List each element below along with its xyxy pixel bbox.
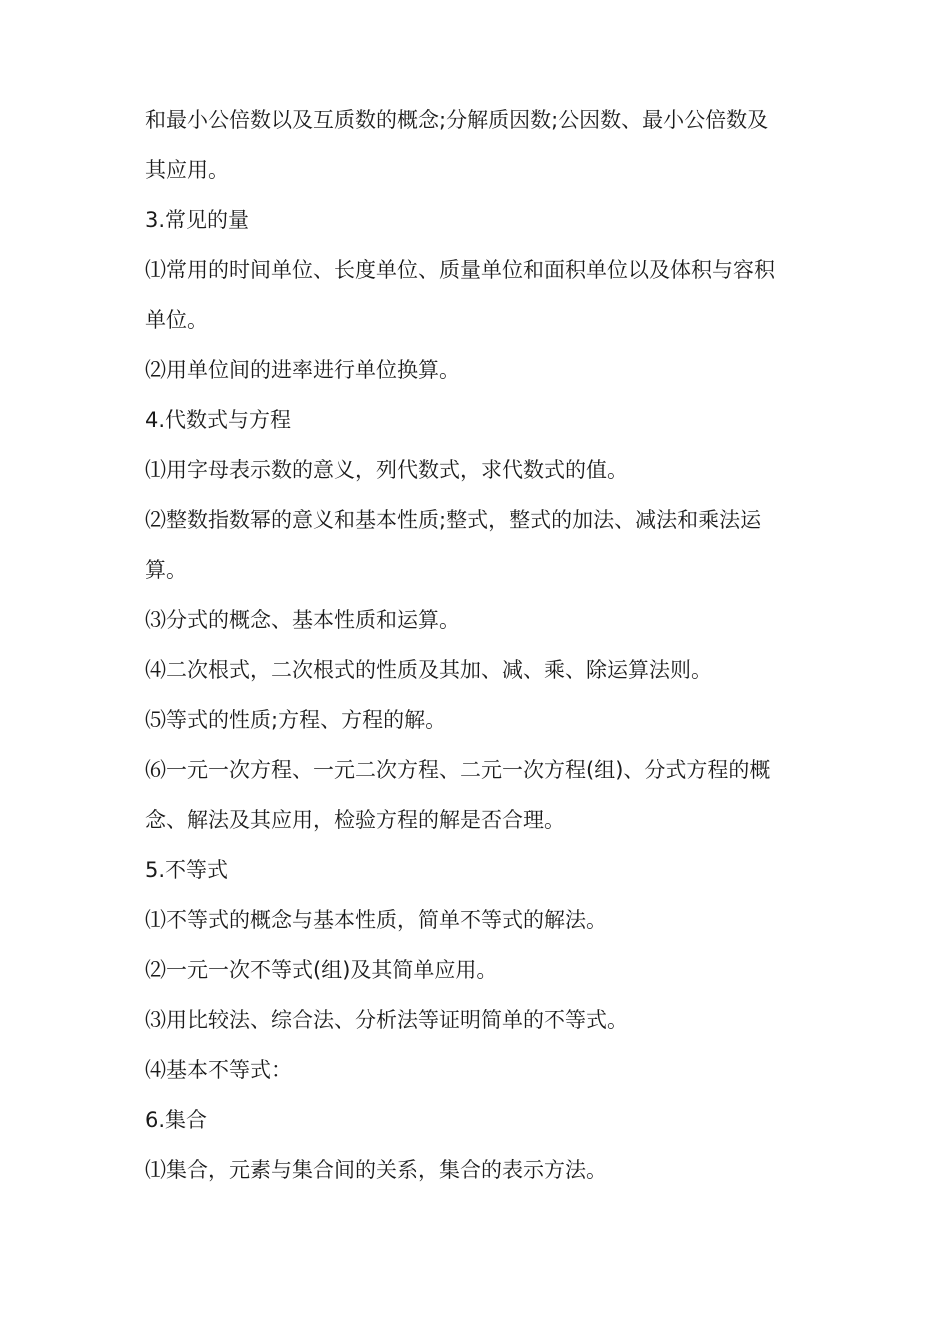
list-item: ⑴不等式的概念与基本性质，简单不等式的解法。 — [145, 908, 607, 932]
section-heading: 4.代数式与方程 — [145, 408, 292, 432]
list-item: ⑴集合，元素与集合间的关系，集合的表示方法。 — [145, 1158, 607, 1182]
list-item: ⑵整数指数幂的意义和基本性质;整式，整式的加法、减法和乘法运 — [145, 508, 762, 532]
list-item: ⑶分式的概念、基本性质和运算。 — [145, 608, 460, 632]
list-item: ⑵一元一次不等式(组)及其简单应用。 — [145, 958, 498, 982]
section-heading: 3.常见的量 — [145, 208, 250, 232]
paragraph-line: 和最小公倍数以及互质数的概念;分解质因数;公因数、最小公倍数及 — [145, 108, 769, 132]
list-item-continuation: 念、解法及其应用，检验方程的解是否合理。 — [145, 808, 565, 832]
list-item-continuation: 算。 — [145, 558, 187, 582]
list-item: ⑵用单位间的进率进行单位换算。 — [145, 358, 460, 382]
list-item: ⑷基本不等式： — [145, 1058, 292, 1082]
paragraph-line: 其应用。 — [145, 158, 229, 182]
document-body — [145, 95, 810, 1195]
list-item: ⑴常用的时间单位、长度单位、质量单位和面积单位以及体积与容积 — [145, 258, 775, 282]
list-item-continuation: 单位。 — [145, 308, 208, 332]
section-heading: 6.集合 — [145, 1108, 208, 1132]
list-item: ⑹一元一次方程、一元二次方程、二元一次方程(组)、分式方程的概 — [145, 758, 771, 782]
section-heading: 5.不等式 — [145, 858, 229, 882]
list-item: ⑶用比较法、综合法、分析法等证明简单的不等式。 — [145, 1008, 628, 1032]
list-item: ⑸等式的性质;方程、方程的解。 — [145, 708, 447, 732]
list-item: ⑴用字母表示数的意义，列代数式，求代数式的值。 — [145, 458, 628, 482]
list-item: ⑷二次根式，二次根式的性质及其加、减、乘、除运算法则。 — [145, 658, 712, 682]
